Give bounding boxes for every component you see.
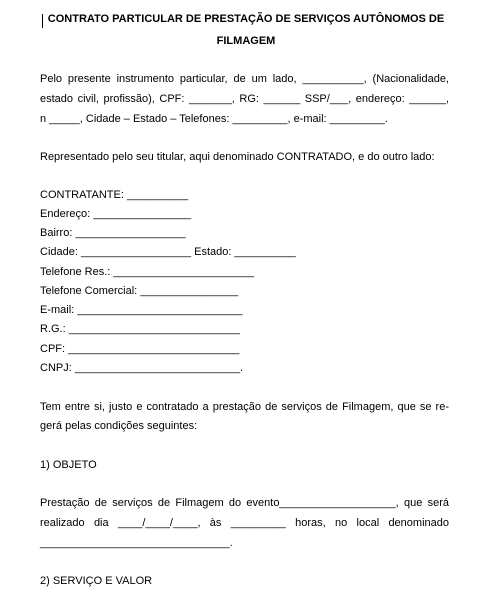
field-cpf: CPF: ____________________________ bbox=[40, 343, 240, 355]
intro-line-2: estado civil, profissão), CPF: _______, RG: ______ SSP/___, endereço: ______, bbox=[40, 93, 449, 105]
field-telefone-res: Telefone Res.: _______________________ bbox=[40, 266, 255, 278]
intro-line-3: n _____, Cidade – Estado – Telefones: _________, e-mail: _________. bbox=[40, 113, 388, 125]
represented-paragraph: Representado pelo seu titular, aqui denominado CONTRATADO, e do outro lado: bbox=[40, 151, 435, 163]
object-line-3: _______________________________. bbox=[40, 537, 233, 549]
agreement-line-1: Tem entre si, justo e contratado a prestação de serviços de Filmagem, que se re- bbox=[40, 401, 449, 413]
field-bairro: Bairro: __________________ bbox=[40, 227, 186, 239]
object-line-1: Prestação de serviços de Filmagem do evento___________________, que será bbox=[40, 497, 449, 509]
agreement-line-2: gerá pelas condições seguintes: bbox=[40, 420, 198, 432]
section-heading-objeto: 1) OBJETO bbox=[40, 459, 97, 471]
field-cidade-estado: Cidade: __________________ Estado: __________ bbox=[40, 246, 296, 258]
field-endereco: Endereço: ________________ bbox=[40, 208, 192, 220]
document-title-line-2: FILMAGEM bbox=[216, 35, 276, 47]
field-email: E-mail: ___________________________ bbox=[40, 304, 243, 316]
field-rg: R.G.: ____________________________ bbox=[40, 323, 241, 335]
field-cnpj: CNPJ: ___________________________. bbox=[40, 362, 244, 374]
section-heading-servico-valor: 2) SERVIÇO E VALOR bbox=[40, 575, 153, 587]
document-title-line-1: CONTRATO PARTICULAR DE PRESTAÇÃO DE SERVIÇOS AUTÔNOMOS DE bbox=[47, 13, 445, 25]
object-line-2: realizado dia ____/____/____, às _________ horas, no local denominado bbox=[40, 517, 449, 529]
field-telefone-comercial: Telefone Comercial: ________________ bbox=[40, 285, 239, 297]
field-contratante: CONTRATANTE: __________ bbox=[40, 189, 189, 201]
intro-line-1: Pelo presente instrumento particular, de um lado, __________, (Nacionalidade, bbox=[40, 73, 449, 85]
